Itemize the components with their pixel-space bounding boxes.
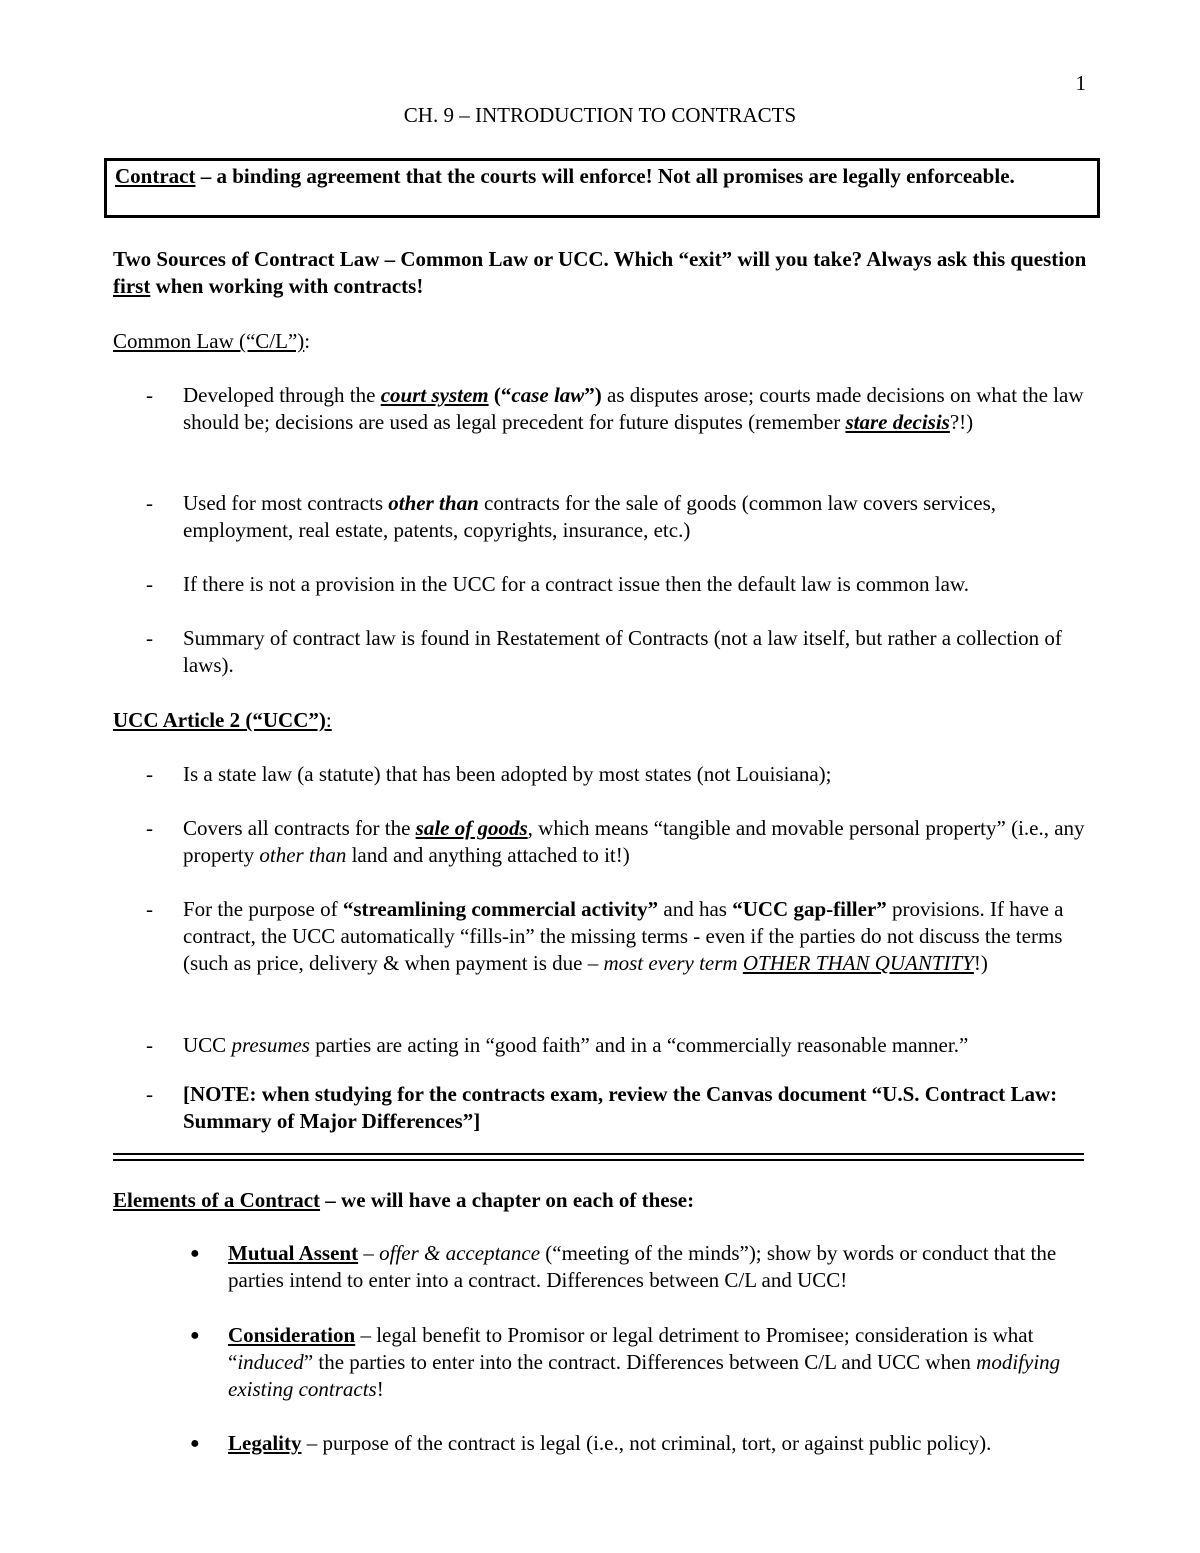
element-item-text: Consideration – legal benefit to Promisor or legal detriment to Promisee; consideration is what “induced” the parties to enter into the contract. Differences between C/L and UCC when modifying existing contracts! [228, 1323, 1061, 1401]
sources-paragraph [113, 246, 1088, 300]
common-law-heading-colon: : [304, 329, 311, 353]
dash-marker: - [146, 762, 153, 786]
definition-text: – a binding agreement that the courts will enforce! Not all promises are legally enforceable. [195, 164, 1015, 188]
common-law-item-text: Summary of contract law is found in Restatement of Contracts (not a law itself, but rather a collection of laws). [183, 626, 1062, 677]
ucc-heading-text: UCC Article 2 (“UCC”) [113, 708, 326, 732]
dash-marker: - [146, 572, 153, 596]
ucc-item-text: For the purpose of “streamlining commercial activity” and has “UCC gap-filler” provisions. If have a contract, the UCC automatically “fills-in” the missing terms - even if the parties do not discuss the terms (such as price, delivery & when payment is due – most every term OTHER THAN QUANTITY!) [183, 897, 1064, 975]
dash-marker: - [146, 1033, 153, 1057]
elements-heading-text: Elements of a Contract [113, 1188, 321, 1212]
element-item-text: Mutual Assent – offer & acceptance (“meeting of the minds”); show by words or conduct that the parties intend to enter into a contract. Differences between C/L and UCC! [228, 1241, 1057, 1292]
common-law-heading-text: Common Law (“C/L”) [113, 329, 305, 353]
dash-marker: - [146, 383, 153, 407]
dash-marker: - [146, 816, 153, 840]
bullet-icon: ● [190, 1245, 200, 1262]
contract-definition-box [104, 158, 1100, 218]
common-law-heading [113, 328, 1088, 355]
ucc-note-text: [NOTE: when studying for the contracts exam, review the Canvas document “U.S. Contract Law: Summary of Major Differences”] [183, 1082, 1058, 1133]
section-divider [113, 1153, 1084, 1161]
ucc-item-text: UCC presumes parties are acting in “good faith” and in a “commercially reasonable manner.” [183, 1033, 969, 1057]
page-number: 1 [1075, 71, 1086, 95]
ucc-item-text: Is a state law (a statute) that has been adopted by most states (not Louisiana); [183, 762, 832, 786]
element-item-text: Legality – purpose of the contract is legal (i.e., not criminal, tort, or against public policy). [228, 1431, 992, 1455]
page-title: CH. 9 – INTRODUCTION TO CONTRACTS [403, 103, 797, 127]
common-law-item-text: Used for most contracts other than contracts for the sale of goods (common law covers services, employment, real estate, patents, copyrights, insurance, etc.) [183, 491, 996, 542]
bullet-icon: ● [190, 1435, 200, 1452]
definition-term: Contract [115, 164, 196, 188]
dash-marker: - [146, 626, 153, 650]
ucc-heading-colon: : [325, 708, 332, 732]
sources-tail: when working with contracts! [150, 274, 424, 298]
common-law-item-text: If there is not a provision in the UCC for a contract issue then the default law is common law. [183, 572, 969, 596]
dash-marker: - [146, 491, 153, 515]
bullet-icon: ● [190, 1327, 200, 1344]
elements-heading-tail: – we will have a chapter on each of these: [320, 1188, 695, 1212]
sources-intro: Two Sources of Contract Law – Common Law or UCC. Which “exit” will you take? Always ask this question [113, 247, 1087, 271]
elements-heading [113, 1187, 1088, 1214]
common-law-item-text: Developed through the court system (“case law”) as disputes arose; courts made decisions on what the law should be; decisions are used as legal precedent for future disputes (remember stare decisis?!) [183, 383, 1084, 434]
dash-marker: - [146, 1082, 153, 1106]
sources-emphasis: first [113, 274, 151, 298]
dash-marker: - [146, 897, 153, 921]
ucc-heading [113, 707, 1088, 734]
ucc-item-text: Covers all contracts for the sale of goods, which means “tangible and movable personal property” (i.e., any property other than land and anything attached to it!) [183, 816, 1085, 867]
